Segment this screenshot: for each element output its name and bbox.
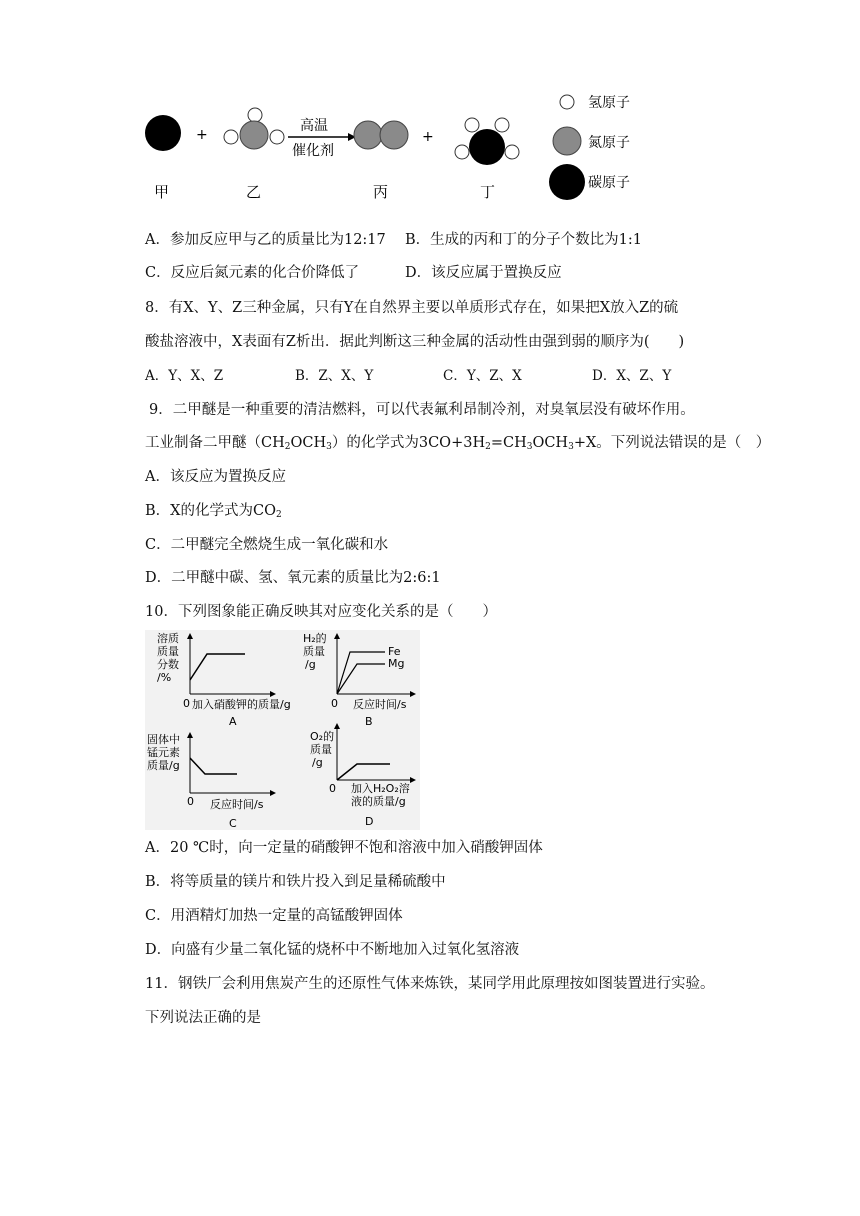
graph-c [147,732,275,830]
svg-text:0: 0 [187,795,194,808]
arrow-condition-top: 高温 [300,118,328,134]
q8-option-a: A．Y、X、Z [145,368,224,384]
svg-text:质量: 质量 [303,645,325,658]
label-bing: 丙 [373,183,389,201]
svg-text:H₂的: H₂的 [303,632,327,645]
legend-hydrogen-label: 氢原子 [588,95,630,111]
q9-stem-line2: 工业制备二甲醚$(CH_2OCH_3)$的化学式为$3CO+3H_2=CH_3OCH_3+X$。下列说法错误的是（ ） [145,435,771,452]
legend-nitrogen-label: 氮原子 [588,135,630,151]
svg-text:质量/g: 质量/g [147,759,180,772]
label-yi: 乙 [246,183,262,201]
q10-option-b: B．将等质量的镁片和铁片投入到足量稀硫酸中 [145,874,446,890]
atom-carbon [145,115,181,151]
svg-text:固体中: 固体中 [147,733,180,746]
q9-option-a: A．该反应为置换反应 [145,469,286,485]
q7-option-a: A．参加反应甲与乙的质量比为12:17 [145,232,386,248]
svg-text:液的质量/g: 液的质量/g [351,795,406,808]
plus-sign: + [422,129,434,145]
graph-b-fe [337,652,385,694]
svg-text:Mg: Mg [388,657,405,670]
q10-graphs-svg [145,630,420,830]
svg-text:质量: 质量 [157,645,179,658]
atom-nitrogen [380,121,408,149]
plus-sign: + [196,127,208,143]
legend-carbon-label: 碳原子 [588,175,630,191]
svg-text:质量: 质量 [310,743,332,756]
graph-a-curve [190,654,245,680]
legend-carbon-swatch [549,164,585,200]
q10-option-c: C．用酒精灯加热一定量的高锰酸钾固体 [145,908,403,924]
atom-hydrogen [505,145,519,159]
atom-carbon [469,129,505,165]
q8-stem-line1: 8．有X、Y、Z三种金属，只有Y在自然界主要以单质形式存在，如果把X放入Z的硫 [145,300,679,316]
graph-b [303,632,415,728]
q7-option-c: C．反应后氮元素的化合价降低了 [145,265,360,281]
atom-hydrogen [270,130,284,144]
label-ding: 丁 [480,183,496,201]
q8-option-b: B．Z、X、Y [295,368,374,384]
q8-stem-line2: 酸盐溶液中，X表面有Z析出．据此判断这三种金属的活动性由强到弱的顺序为( ) [145,334,685,350]
q10-stem: 10．下列图象能正确反映其对应变化关系的是（ ） [145,604,497,620]
svg-text:0: 0 [183,697,190,710]
svg-text:/g: /g [305,658,316,671]
atom-hydrogen [495,118,509,132]
q10-option-a: A．20 ℃时，向一定量的硝酸钾不饱和溶液中加入硝酸钾固体 [145,840,543,856]
legend-hydrogen-swatch [560,95,574,109]
svg-text:O₂的: O₂的 [310,730,335,743]
atom-hydrogen [248,108,262,122]
svg-text:加入硝酸钾的质量/g: 加入硝酸钾的质量/g [192,698,291,711]
atom-nitrogen [354,121,382,149]
q9-option-d: D．二甲醚中碳、氢、氧元素的质量比为2:6:1 [145,570,441,586]
q7-option-d: D．该反应属于置换反应 [405,265,562,281]
q8-option-d: D．X、Z、Y [592,368,672,384]
svg-text:C: C [229,817,237,830]
label-jia: 甲 [154,183,170,201]
atom-nitrogen [240,121,268,149]
q9-option-c: C．二甲醚完全燃烧生成一氧化碳和水 [145,537,389,553]
svg-text:D: D [365,815,374,828]
q10-option-d: D．向盛有少量二氧化锰的烧杯中不断地加入过氧化氢溶液 [145,942,520,958]
q8-option-c: C．Y、Z、X [443,368,522,384]
q7-option-b: B．生成的丙和丁的分子个数比为1:1 [405,232,642,248]
atom-hydrogen [455,145,469,159]
svg-text:反应时间/s: 反应时间/s [210,798,264,811]
atom-hydrogen [465,118,479,132]
graph-a [157,631,291,728]
legend-nitrogen-swatch [553,127,581,155]
q11-stem-line2: 下列说法正确的是 [145,1010,261,1026]
graph-d-curve [337,764,390,780]
arrow-condition-bottom: 催化剂 [292,143,334,159]
graph-d [310,724,415,828]
q9-option-b: B．X的化学式为$CO_2$ [145,503,282,520]
svg-text:/%: /% [157,671,172,684]
q10-graphs [145,630,420,830]
svg-text:分数: 分数 [157,658,179,671]
svg-text:B: B [365,715,373,728]
svg-text:Fe: Fe [388,645,401,658]
graph-c-curve [190,758,237,774]
svg-text:加入H₂O₂溶: 加入H₂O₂溶 [351,782,410,795]
atom-hydrogen [224,130,238,144]
q9-stem-line1: 9．二甲醚是一种重要的清洁燃料，可以代表氟利昂制冷剂，对臭氧层没有破坏作用。 [149,402,695,418]
svg-text:A: A [229,715,237,728]
svg-text:0: 0 [329,782,336,795]
svg-text:/g: /g [312,756,323,769]
svg-text:溶质: 溶质 [157,632,179,645]
svg-text:0: 0 [331,697,338,710]
graph-b-mg [337,664,385,694]
reaction-diagram [130,85,660,210]
q11-stem-line1: 11．钢铁厂会利用焦炭产生的还原性气体来炼铁，某同学用此原理按如图装置进行实验。 [145,976,715,992]
svg-text:反应时间/s: 反应时间/s [353,698,407,711]
svg-text:锰元素: 锰元素 [147,746,180,759]
